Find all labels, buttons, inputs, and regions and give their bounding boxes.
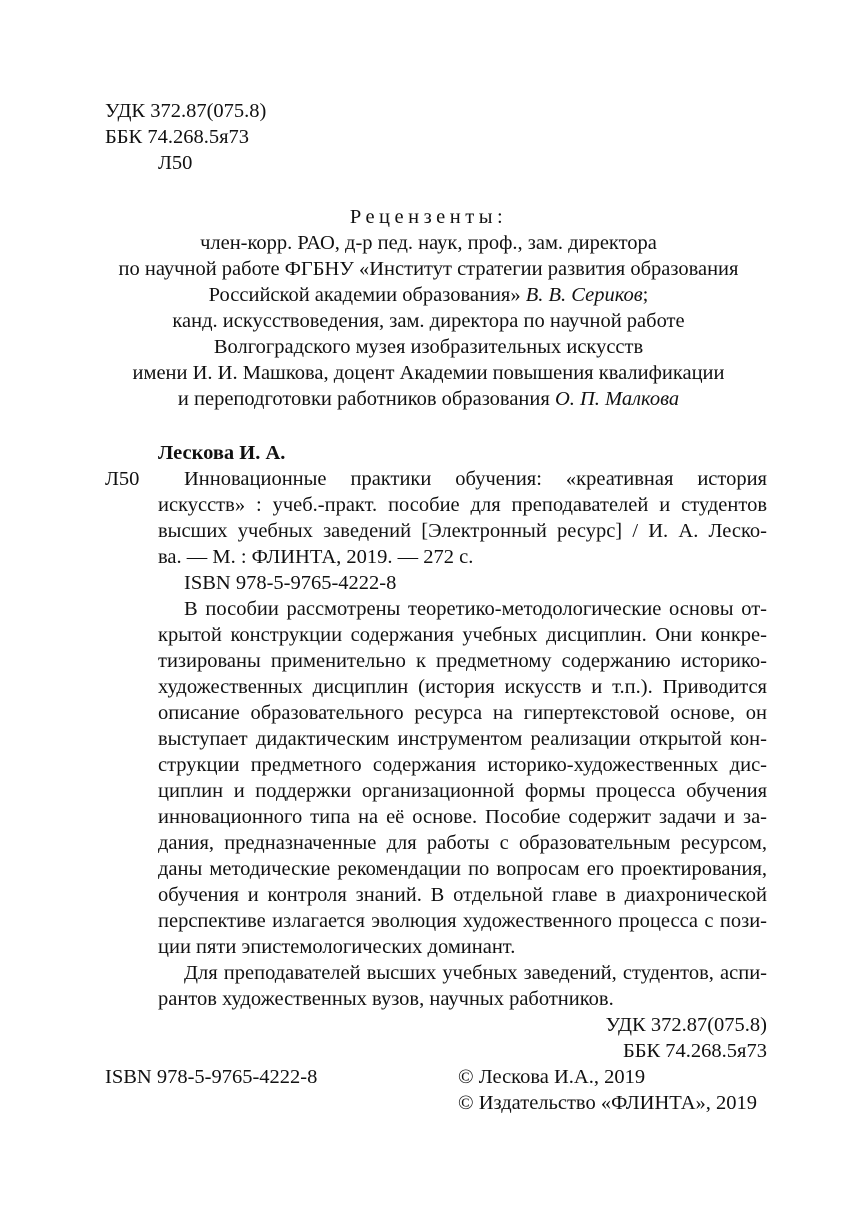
audience-line: Для преподавателей высших учебных заведений, студентов, аспи- [184, 962, 767, 984]
reviewer-line-with-name [0, 387, 857, 412]
abstract-line: крытой конструкции содержания учебных дисциплин. Они конкре- [158, 624, 767, 646]
abstract-line: перспективе излагается эволюция художественного процесса с пози- [158, 910, 767, 932]
reviewers-heading: Рецензенты: [349, 206, 508, 228]
abstract-line: обучения и контроля знаний. В отдельной главе в диахронической [158, 884, 767, 906]
abstract-line: В пособии рассмотрены теоретико-методологические основы от- [184, 598, 767, 620]
bbk-top: ББК 74.268.5я73 [105, 126, 250, 148]
udk-bottom: УДК 372.87(075.8) [605, 1014, 767, 1036]
copyright-publisher: © Издательство «ФЛИНТА», 2019 [458, 1092, 758, 1114]
reviewer-name-2: О. П. Малкова [554, 388, 680, 410]
abstract-line: выступает дидактическим инструментом реализации открытой кон- [158, 728, 767, 750]
copyright-author: © Лескова И.А., 2019 [458, 1066, 646, 1088]
record-isbn: ISBN 978-5-9765-4222-8 [184, 572, 397, 594]
reviewer-affiliation: Российской академии образования» [208, 284, 521, 306]
reviewer-line: по научной работе ФГБНУ «Институт стратегии развития образования [118, 258, 739, 280]
reviewer-line: канд. искусствоведения, зам. директора по научной работе [172, 310, 685, 332]
record-title-line: ва. — М. : ФЛИНТА, 2019. — 272 с. [158, 546, 474, 568]
abstract-line: ции пяти эпистемологических доминант. [158, 936, 516, 958]
author-code-top: Л50 [158, 152, 193, 174]
abstract-line: даны методические рекомендации по вопросам его проектирования, [158, 858, 767, 880]
abstract-line: струкции предметного содержания историко-художественных дис- [158, 754, 767, 776]
record-title-line: Инновационные практики обучения: «креативная история [184, 468, 767, 490]
abstract-line: инновационного типа на её основе. Пособие содержит задачи и за- [158, 806, 767, 828]
record-title-line: высших учебных заведений [Электронный ресурс] / И. А. Леско- [158, 520, 767, 542]
reviewer-line: имени И. И. Машкова, доцент Академии повышения квалификации [132, 362, 725, 384]
abstract-line: дания, предназначенные для работы с образовательным ресурсом, [158, 832, 767, 854]
audience-line: рантов художественных вузов, научных работников. [158, 988, 614, 1010]
bbk-bottom: ББК 74.268.5я73 [622, 1040, 767, 1062]
abstract-line: тизированы применительно к предметному содержанию историко- [158, 650, 767, 672]
record-title-line: искусств» : учеб.-практ. пособие для преподавателей и студентов [158, 494, 767, 516]
udk-top: УДК 372.87(075.8) [105, 100, 267, 122]
reviewer-line: Волгоградского музея изобразительных искусств [213, 336, 644, 358]
reviewer-affiliation: и переподготовки работников образования [177, 388, 550, 410]
abstract-line: циплин и поддержки организационной формы процесса обучения [158, 780, 767, 802]
reviewer-line-with-name: Российской академии образования» В. В. Сериков; [208, 284, 649, 306]
abstract-line: описание образовательного ресурса на гипертекстовой основе, он [158, 702, 767, 724]
abstract-line: художественных дисциплин (история искусств и т.п.). Приводится [158, 676, 767, 698]
reviewer-line: член-корр. РАО, д-р пед. наук, проф., зам. директора [200, 232, 657, 254]
isbn-bottom: ISBN 978-5-9765-4222-8 [105, 1066, 318, 1088]
record-author: Лескова И. А. [158, 442, 286, 464]
record-code: Л50 [105, 468, 140, 490]
reviewer-name-1: В. В. Сериков [525, 284, 643, 306]
